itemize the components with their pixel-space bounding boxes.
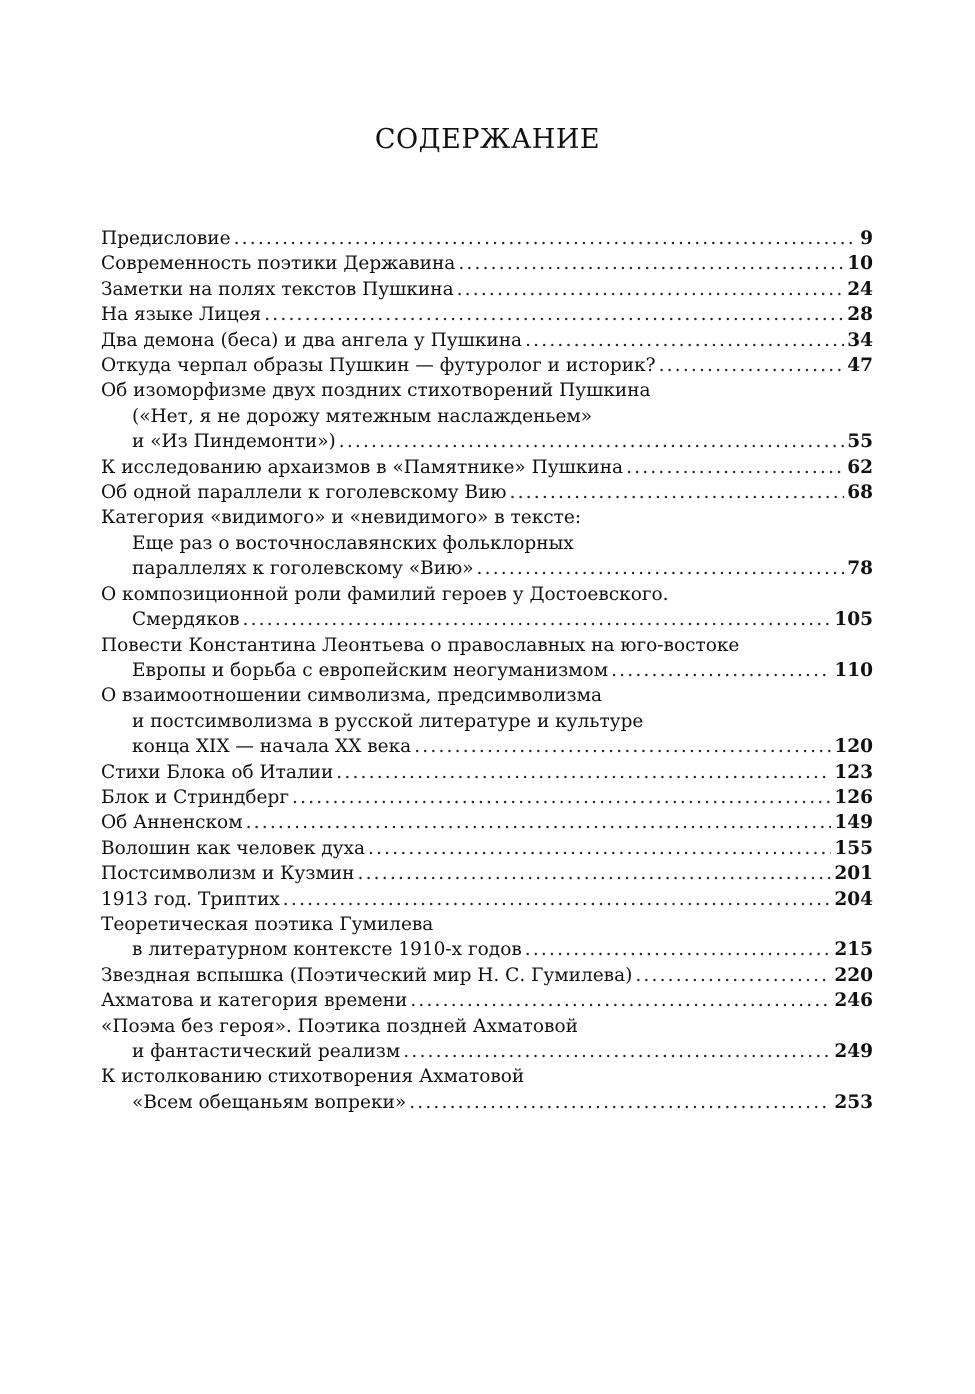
toc-page-number: 220 [834, 964, 873, 986]
toc-entry-title: 1913 год. Триптих [101, 888, 280, 910]
dot-leader [410, 988, 831, 1013]
toc-entry[interactable] [101, 328, 873, 353]
toc-page-number: 126 [834, 786, 873, 808]
toc-entry-line [101, 633, 873, 658]
table-of-contents [101, 226, 873, 1115]
toc-entry-line [101, 760, 873, 785]
toc-entry-title: в литературном контексте 1910-х годов [132, 939, 522, 961]
toc-page-number: 28 [847, 304, 873, 326]
toc-page-number: 78 [847, 558, 873, 580]
toc-entry-title: Предисловие [101, 228, 231, 249]
toc-entry-title: Повести Константина Леонтьева о православных на юго-востоке [101, 634, 740, 656]
dot-leader [234, 226, 854, 251]
dot-leader [246, 810, 832, 835]
toc-entry[interactable] [101, 912, 873, 963]
toc-page-number: 204 [834, 888, 873, 910]
toc-entry-line [101, 937, 873, 962]
toc-page-number: 105 [834, 609, 873, 631]
toc-entry-line [101, 505, 873, 530]
toc-entry[interactable] [101, 277, 873, 302]
toc-entry-title: Европы и борьба с европейским неогуманизмом [132, 659, 609, 681]
toc-entry[interactable] [101, 378, 873, 454]
toc-entry-title: Ахматова и категория времени [101, 990, 408, 1012]
toc-page-number: 68 [847, 482, 873, 504]
toc-entry-line [101, 836, 873, 861]
toc-entry-title: Откуда черпал образы Пушкин — футуролог и историк? [101, 355, 656, 377]
toc-entry-line [101, 963, 873, 988]
toc-entry[interactable] [101, 836, 873, 861]
toc-entry-line [101, 1014, 873, 1039]
toc-entry-line [101, 734, 873, 759]
dot-leader [525, 937, 832, 962]
toc-entry-line [101, 683, 873, 708]
toc-page-number: 120 [834, 736, 873, 758]
toc-entry-title: Звездная вспышка (Поэтический мир Н. С. Гумилева) [101, 964, 633, 986]
toc-entry-line [101, 658, 873, 683]
toc-entry[interactable] [101, 683, 873, 759]
toc-entry-line [101, 277, 873, 302]
dot-leader [611, 658, 831, 683]
toc-entry-line [101, 810, 873, 835]
toc-entry-title: конца XIX — начала XX века [132, 736, 412, 758]
toc-entry-line [101, 912, 873, 937]
toc-page-number: 246 [834, 990, 873, 1012]
toc-page-number: 10 [847, 253, 873, 275]
toc-entry-line [101, 455, 873, 480]
toc-page-number: 34 [847, 329, 873, 351]
toc-page-number: 249 [834, 1041, 873, 1062]
toc-entry-line [101, 353, 873, 378]
toc-entry[interactable] [101, 887, 873, 912]
toc-page-number: 201 [834, 863, 873, 885]
toc-entry-title: Об изоморфизме двух поздних стихотворений Пушкина [101, 380, 651, 402]
dot-leader [659, 353, 845, 378]
toc-entry-title: и фантастический реализм [132, 1041, 401, 1062]
toc-entry[interactable] [101, 988, 873, 1013]
toc-entry[interactable] [101, 455, 873, 480]
toc-entry[interactable] [101, 480, 873, 505]
toc-entry[interactable] [101, 760, 873, 785]
toc-page-number: 62 [847, 456, 873, 478]
dot-leader [510, 480, 845, 505]
toc-entry-title: Волошин как человек духа [101, 837, 366, 859]
toc-entry-line [101, 302, 873, 327]
toc-entry-title: параллелях к гоголевскому «Вию» [132, 558, 474, 580]
toc-entry-line [101, 251, 873, 276]
dot-leader [626, 455, 844, 480]
toc-entry[interactable] [101, 582, 873, 633]
toc-page-number: 9 [860, 228, 873, 249]
toc-entry-line [101, 429, 873, 454]
dot-leader [458, 251, 844, 276]
toc-entry-line [101, 378, 873, 403]
toc-entry[interactable] [101, 810, 873, 835]
toc-entry-title: Современность поэтики Державина [101, 253, 456, 275]
toc-entry-title: О композиционной роли фамилий героев у Достоевского. [101, 583, 669, 605]
toc-entry-line [101, 1064, 873, 1089]
dot-leader [403, 1039, 831, 1064]
toc-entry-line [101, 328, 873, 353]
toc-page-number: 110 [834, 659, 873, 681]
toc-entry-title: («Нет, я не дорожу мятежным наслажденьем» [132, 405, 593, 427]
toc-page-number: 123 [834, 761, 873, 783]
toc-entry[interactable] [101, 353, 873, 378]
toc-entry-title: Категория «видимого» и «невидимого» в тексте: [101, 507, 582, 529]
toc-entry[interactable] [101, 505, 873, 581]
toc-entry-title: Два демона (беса) и два ангела у Пушкина [101, 329, 523, 351]
dot-leader [477, 556, 845, 581]
toc-entry-title: Стихи Блока об Италии [101, 761, 334, 783]
dot-leader [292, 785, 831, 810]
toc-entry[interactable] [101, 1064, 873, 1115]
toc-entry[interactable] [101, 1014, 873, 1065]
toc-entry-line [101, 861, 873, 886]
toc-entry-line [101, 1090, 873, 1115]
toc-entry-line [101, 404, 873, 429]
toc-entry-title: О взаимоотношении символизма, предсимволизма [101, 685, 603, 707]
dot-leader [635, 963, 831, 988]
toc-entry-line [101, 785, 873, 810]
toc-entry-line [101, 709, 873, 734]
toc-entry[interactable] [101, 861, 873, 886]
toc-entry-line [101, 1039, 873, 1064]
toc-page-number: 55 [847, 431, 873, 453]
toc-entry-title: Смердяков [132, 609, 240, 631]
toc-entry[interactable] [101, 226, 873, 251]
toc-page-number: 149 [834, 812, 873, 834]
toc-entry-title: На языке Лицея [101, 304, 262, 326]
toc-entry-line [101, 480, 873, 505]
toc-entry-title: Заметки на полях текстов Пушкина [101, 278, 454, 300]
toc-page-number: 47 [847, 355, 873, 377]
toc-entry-line [101, 582, 873, 607]
dot-leader [358, 861, 832, 886]
dot-leader [457, 277, 845, 302]
toc-entry-title: Об Анненском [101, 812, 243, 834]
toc-page-number: 24 [847, 278, 873, 300]
toc-entry[interactable] [101, 251, 873, 276]
toc-entry-title: «Всем обещаньям вопреки» [132, 1091, 407, 1113]
toc-entry-line [101, 531, 873, 556]
toc-entry-title: Блок и Стриндберг [101, 786, 290, 808]
toc-entry[interactable] [101, 302, 873, 327]
toc-entry-title: и постсимволизма в русской литературе и культуре [132, 710, 644, 732]
dot-leader [283, 887, 832, 912]
dot-leader [243, 607, 832, 632]
dot-leader [414, 734, 831, 759]
toc-page-number: 215 [834, 939, 873, 961]
toc-entry-title: Постсимволизм и Кузмин [101, 863, 355, 885]
toc-entry[interactable] [101, 785, 873, 810]
dot-leader [409, 1090, 831, 1115]
toc-entry-line [101, 887, 873, 912]
toc-entry-title: и «Из Пиндемонти») [132, 431, 336, 453]
toc-entry-title: Еще раз о восточнославянских фольклорных [132, 532, 574, 554]
toc-entry-line [101, 556, 873, 581]
dot-leader [525, 328, 844, 353]
toc-entry-line [101, 226, 873, 251]
toc-entry-title: К истолкованию стихотворения Ахматовой [101, 1066, 525, 1088]
toc-entry-title: К исследованию архаизмов в «Памятнике» Пушкина [101, 456, 624, 478]
toc-page-number: 155 [834, 837, 873, 859]
toc-entry-title: Теоретическая поэтика Гумилева [101, 913, 434, 935]
toc-entry-line [101, 607, 873, 632]
page-title: СОДЕРЖАНИЕ [374, 124, 601, 156]
toc-entry[interactable] [101, 633, 873, 684]
toc-entry[interactable] [101, 963, 873, 988]
dot-leader [264, 302, 844, 327]
toc-entry-title: «Поэма без героя». Поэтика поздней Ахматовой [101, 1015, 578, 1037]
toc-page-number: 253 [834, 1091, 873, 1113]
toc-entry-title: Об одной параллели к гоголевскому Вию [101, 482, 507, 504]
dot-leader [336, 760, 831, 785]
dot-leader [339, 429, 845, 454]
dot-leader [368, 836, 831, 861]
toc-entry-line [101, 988, 873, 1013]
